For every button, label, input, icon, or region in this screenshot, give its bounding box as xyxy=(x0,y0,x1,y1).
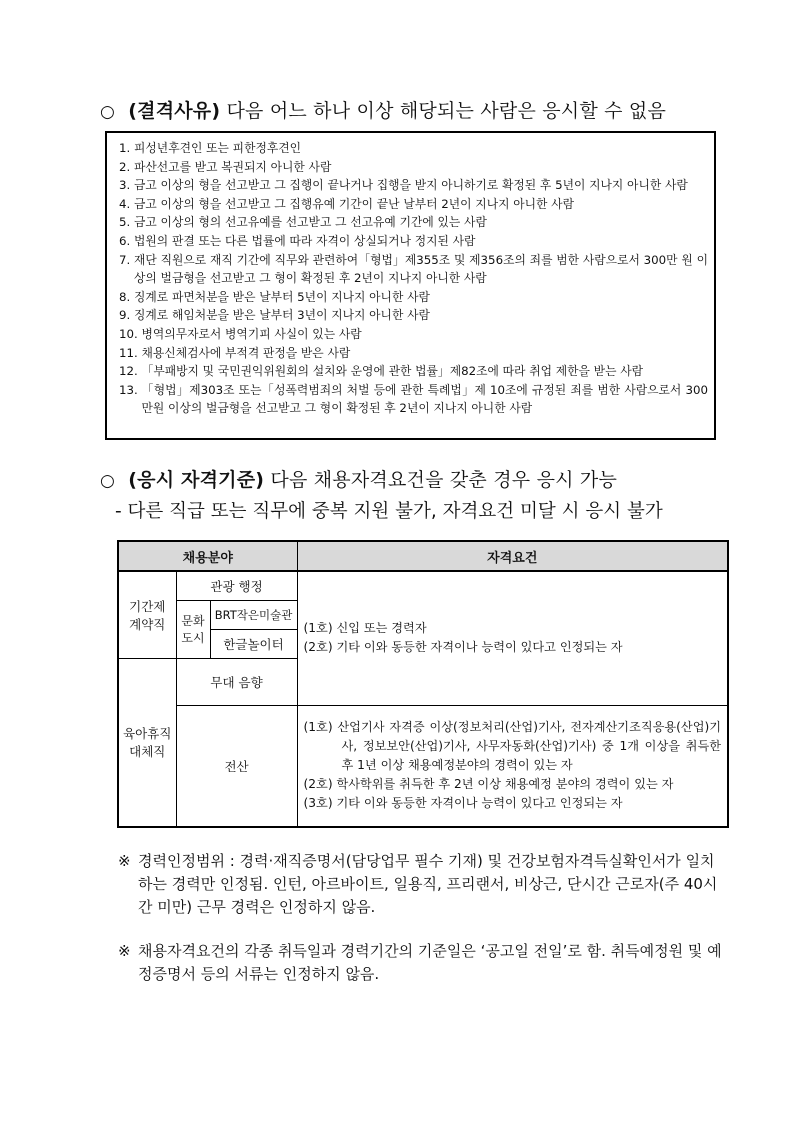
note-text: 경력인정범위 : 경력·재직증명서(담당업무 필수 기재) 및 건강보험자격득실확인서가 일치하는 경력만 인정됨. 인턴, 아르바이트, 일용직, 프리랜서, 비상근, 단시간 근로자(주 40시간 미만) 근무 경력은 인정하지 않음. xyxy=(138,852,718,916)
item-text: 파산선고를 받고 복권되지 아니한 사람 xyxy=(134,159,332,174)
item-text: 「부패방지 및 국민권익위원회의 설치와 운영에 관한 법률」제82조에 따라 취업 제한을 받는 사람 xyxy=(141,364,644,379)
item-number: 10. xyxy=(119,326,142,341)
disqualification-list xyxy=(105,131,716,440)
qualification-title: (응시 자격기준) xyxy=(128,469,265,491)
requirement-line: (3호) 기타 이와 동등한 자격이나 능력이 있다고 인정되는 자 xyxy=(303,796,623,811)
requirement-line: (2호) 학사학위를 취득한 후 2년 이상 채용예정 분야의 경력이 있는 자 xyxy=(303,777,674,792)
group-contract: 기간제 계약직 xyxy=(118,571,176,658)
item-number: 6. xyxy=(119,233,135,248)
subgroup-culture: 문화 도시 xyxy=(176,600,210,658)
list-item xyxy=(119,344,708,363)
item-number: 8. xyxy=(119,289,135,304)
list-item xyxy=(119,306,708,325)
qualification-subtext: - 다른 직급 또는 직무에 중복 지원 불가, 자격요건 미달 시 응시 불가 xyxy=(115,501,663,522)
list-item xyxy=(119,288,708,307)
requirement-general xyxy=(297,571,728,705)
item-text: 징계로 파면처분을 받은 날부터 5년이 지나지 아니한 사람 xyxy=(134,289,430,304)
item-text: 병역의무자로서 병역기피 사실이 있는 사람 xyxy=(141,326,362,341)
list-item xyxy=(119,232,708,251)
list-item xyxy=(119,195,708,214)
item-number: 5. xyxy=(119,215,135,230)
list-item xyxy=(119,381,708,418)
reference-mark-icon: ※ xyxy=(118,942,131,960)
item-text: 금고 이상의 형을 선고받고 그 집행이 끝나거나 집행을 받지 아니하기로 확정된 후 5년이 지나지 아니한 사람 xyxy=(134,178,688,193)
field-tourism: 관광 행정 xyxy=(176,571,297,600)
item-text: 금고 이상의 형을 선고받고 그 집행유예 기간이 끝난 날부터 2년이 지나지 아니한 사람 xyxy=(134,196,574,211)
note-text: 채용자격요건의 각종 취득일과 경력기간의 기준일은 ‘공고일 전일’로 함. 취득예정원 및 예정증명서 등의 서류는 인정하지 않음. xyxy=(138,942,722,983)
requirement-line: (2호) 기타 이와 동등한 자격이나 능력이 있다고 인정되는 자 xyxy=(303,640,623,655)
qualification-heading xyxy=(100,465,617,492)
list-item xyxy=(119,251,708,288)
disqualification-description: 다음 어느 하나 이상 해당되는 사람은 응시할 수 없음 xyxy=(226,100,667,122)
list-item xyxy=(119,139,708,158)
qualification-description: 다음 채용자격요건을 갖춘 경우 응시 가능 xyxy=(270,469,618,491)
disqualification-title: (결격사유) xyxy=(128,100,221,122)
list-item xyxy=(119,213,708,232)
item-text: 「형법」제303조 또는「성폭력범죄의 처벌 등에 관한 특례법」제 10조에 규정된 죄를 범한 사람으로서 300만원 이상의 벌금형을 선고받고 그 형이 확정된 후 2년이 지나지 아니한 사람 xyxy=(141,382,708,416)
item-number: 3. xyxy=(119,178,135,193)
item-number: 7. xyxy=(119,252,135,267)
item-number: 12. xyxy=(119,364,142,379)
circle-bullet-icon: ○ xyxy=(100,471,116,491)
list-item xyxy=(119,362,708,381)
header-requirement: 자격요건 xyxy=(297,541,728,571)
item-number: 13. xyxy=(119,382,142,397)
item-text: 법원의 판결 또는 다른 법률에 따라 자격이 상실되거나 정지된 사람 xyxy=(134,233,476,248)
requirement-it xyxy=(297,705,728,827)
circle-bullet-icon: ○ xyxy=(100,102,116,122)
reference-mark-icon: ※ xyxy=(118,852,131,870)
item-text: 채용신체검사에 부적격 판정을 받은 사람 xyxy=(141,345,351,360)
list-item xyxy=(119,325,708,344)
field-brt: BRT작은미술관 xyxy=(210,600,297,629)
item-number: 11. xyxy=(119,345,142,360)
list-item xyxy=(119,176,708,195)
disqualification-heading xyxy=(100,96,666,123)
table-row xyxy=(118,571,728,600)
item-number: 9. xyxy=(119,308,135,323)
field-stage-sound: 무대 음향 xyxy=(176,658,297,705)
note-reference-date xyxy=(118,940,728,986)
requirement-line: (1호) 산업기사 자격증 이상(정보처리(산업)기사, 전자계산기조직응용(산업)기사, 정보보안(산업)기사, 사무자동화(산업)기사) 중 1개 이상을 취득한 후 1년 이상 채용예정분야의 경력이 있는 자 xyxy=(303,720,721,773)
item-text: 재단 직원으로 재직 기간에 직무와 관련하여「형법」제355조 및 제356조의 죄를 범한 사람으로서 300만 원 이상의 벌금형을 선고받고 그 형이 확정된 후 2년이 지나지 아니한 사람 xyxy=(134,252,708,286)
requirement-line: (1호) 신입 또는 경력자 xyxy=(303,621,427,636)
table-header-row xyxy=(118,541,728,571)
item-text: 피성년후견인 또는 피한정후견인 xyxy=(134,141,302,155)
header-field: 채용분야 xyxy=(118,541,297,571)
list-item xyxy=(119,158,708,177)
note-career-range xyxy=(118,850,728,919)
item-number: 2. xyxy=(119,159,135,174)
item-text: 징계로 해임처분을 받은 날부터 3년이 지나지 아니한 사람 xyxy=(134,308,430,323)
item-text: 금고 이상의 형의 선고유예를 선고받고 그 선고유예 기간에 있는 사람 xyxy=(134,215,487,230)
table-row xyxy=(118,705,728,827)
item-number: 1. xyxy=(119,141,135,155)
qualification-table xyxy=(117,540,729,828)
field-hangeul: 한글놀이터 xyxy=(210,629,297,658)
item-number: 4. xyxy=(119,196,135,211)
group-parental-leave: 육아휴직 대체직 xyxy=(118,658,176,827)
field-it: 전산 xyxy=(176,705,297,827)
